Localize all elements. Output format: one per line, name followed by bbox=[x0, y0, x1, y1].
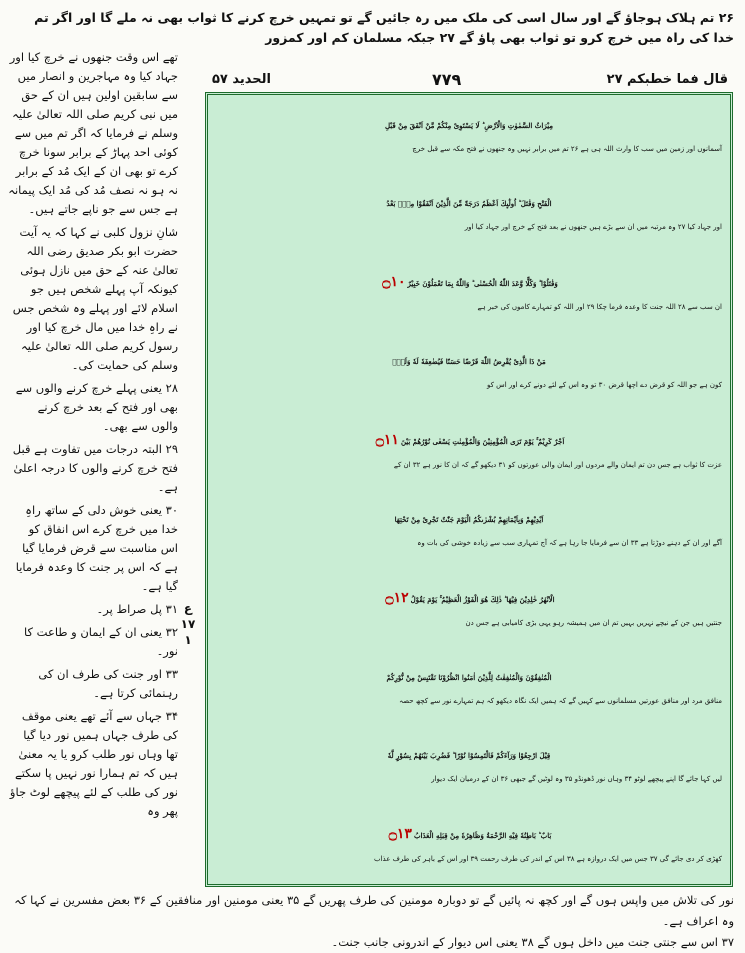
verse-block bbox=[208, 648, 730, 726]
ayah-number: ۱۱ bbox=[383, 431, 399, 448]
commentary-note: ۳۳ اور جنت کی طرف ان کی رہنمائی کرتا ہے۔ bbox=[38, 667, 178, 700]
page-header bbox=[202, 72, 732, 92]
arabic-verse-line bbox=[208, 425, 730, 457]
ruku-marks bbox=[178, 600, 198, 648]
arabic-verse-line bbox=[208, 583, 730, 615]
top-footnote: ۲۶ تم ہلاک ہوجاؤ گے اور سال اسی کی ملک میں رہ جائیں گے تو تمہیں خرچ کرنے کا ثواب بھی نہ ملے گا اور اگر تم خدا کی راہ میں خرچ کرو تو ثواب بھی پاؤ گے ۲۷ جبکہ مسلمان کم اور کمزور bbox=[34, 10, 734, 45]
commentary-note: ۳۴ جہاں سے آئے تھے یعنی موقف کی طرف جہاں ہمیں نور دیا گیا تھا وہاں نور طلب کرو یا یہ معنیٰ ہیں کہ تم ہمارا نور نہیں پا سکتے نور کی طلب کے لئے پیچھے لوٹ جاؤ پھر وہ bbox=[9, 709, 178, 818]
urdu-translation-line: لیں کہا جائے گا اپنے پیچھے لوٹو ۳۴ وہاں نور ڈھونڈو ۳۵ وہ لوٹیں گے جبھی ۳۶ ان کے درمیان ایک دیوار bbox=[431, 775, 722, 784]
urdu-translation-line: اور جہاد کیا ۲۷ وہ مرتبہ میں ان سے بڑے ہیں جنھوں نے بعد فتح کے خرچ اور جہاد کیا اور bbox=[464, 222, 722, 231]
verse-block bbox=[208, 95, 730, 173]
arabic-verse-line: اَیْدِیْهِمْ وَبِاَیْمَانِهِمْ بُشْرٰىكُمُ الْیَوْمَ جَنّٰتٌ تَجْرِیْ مِنْ تَحْتِهَا bbox=[394, 515, 544, 525]
footnote-line: ۳۷ اس سے جنتی جنت میں داخل ہوں گے ۳۸ یعنی اس دیوار کے اندرونی جانب جنت۔ bbox=[331, 935, 734, 949]
urdu-translation-line: آسمانوں اور زمین میں سب کا وارث اللہ ہی ہے ۲۶ تم میں برابر نہیں وہ جنھوں نے فتح مکہ سے قبل خرچ bbox=[412, 144, 722, 153]
commentary-note: ۳۰ یعنی خوش دلی کے ساتھ راہِ خدا میں خرچ کرے اس انفاق کو اس مناسبت سے قرض فرمایا گیا ہے کہ اس پر جنت کا وعدہ فرمایا گیا ہے۔ bbox=[15, 503, 178, 593]
commentary-note: ۳۲ یعنی ان کے ایمان و طاعت کا نور۔ bbox=[24, 625, 178, 658]
urdu-translation-line: جنتیں ہیں جن کے نیچے نہریں بہیں تم ان میں ہمیشہ رہو یہی بڑی کامیابی ہے جس دن bbox=[465, 619, 722, 628]
urdu-translation-line: کھڑی کر دی جائے گی ۳۷ جس میں ایک دروازہ ہے ۳۸ اس کے اندر کی طرف رحمت ۳۹ اور اس کے باہر کی طرف عذاب bbox=[374, 855, 722, 864]
ruku-count: ۱ bbox=[184, 633, 192, 647]
ayah-number: ۱۰ bbox=[390, 273, 406, 290]
verse-block bbox=[208, 173, 730, 251]
ayah-end-marker: ۝۱۱ bbox=[375, 431, 399, 448]
ruku-number: ۱۷ bbox=[180, 617, 196, 631]
urdu-translation-line: کون ہے جو اللہ کو قرض دے اچھا قرض ۳۰ تو وہ اس کے لئے دونے کرے اور اس کو bbox=[487, 380, 722, 389]
arabic-verse-line: الْمُنٰفِقُوْنَ وَالْمُنٰفِقٰتُ لِلَّذِیْنَ اٰمَنُوا انْظُرُوْنَا نَقْتَبِسْ مِنْ نُّوْرِكُمْ bbox=[386, 673, 552, 683]
ayah-number: ۱۳ bbox=[396, 826, 412, 843]
commentary-note: تھے اس وقت جنھوں نے خرچ کیا اور جہاد کیا وہ مہاجرین و انصار میں سے سابقین اولین ہیں ان کے حق میں نبی کریم صلی اللہ تعالیٰ علیہ وسلم نے فرمایا کہ اگر تم میں سے کوئی احد پہاڑ کے برابر سونا خرچ کرے تو بھی ان کے ایک مُد کے برابر نہ ہو نہ نصف مُد کی مُد ایک پیمانہ ہے جس سے جو ناپے جاتے ہیں۔ bbox=[8, 50, 178, 216]
footnote-line: نور کی تلاش میں واپس ہوں گے اور کچھ نہ پائیں گے تو دوبارہ مومنین کی طرف پھریں گے ۳۵ یعنی مومنین اور منافقین کے ۳۶ بعض مفسرین نے کہا کہ وہ اعراف ہے۔ bbox=[14, 893, 734, 928]
verse-block bbox=[208, 251, 730, 331]
verse-block bbox=[208, 726, 730, 804]
ayah-end-marker: ۝۱۰ bbox=[382, 273, 406, 290]
verse-block bbox=[208, 331, 730, 409]
verse-block bbox=[208, 804, 730, 884]
verse-text: بَابٌ ؕ بَاطِنُهٗ فِیْهِ الرَّحْمَةُ وَظَاهِرُهٗ مِنْ قِبَلِهِ الْعَذَابُ bbox=[413, 831, 552, 841]
arabic-verse-line bbox=[208, 819, 730, 851]
left-commentary bbox=[8, 48, 178, 893]
para-name: قال فما خطبکم ۲۷ bbox=[606, 72, 728, 87]
commentary-note: ۲۸ یعنی پہلے خرچ کرنے والوں سے بھی اور فتح کے بعد خرچ کرنے والوں سے بھی۔ bbox=[15, 381, 178, 433]
arabic-verse-line: مِیْرَاثُ السَّمٰوٰتِ وَالْاَرْضِ ؕ لَا یَسْتَوِیْ مِنْكُمْ مَّنْ اَنْفَقَ مِنْ قَبْلِ bbox=[384, 120, 554, 130]
urdu-translation-line: منافق مرد اور منافق عورتیں مسلمانوں سے کہیں گے کہ ہمیں ایک نگاہ دیکھو کہ ہم تمہارے نور سے کچھ حصہ bbox=[399, 697, 722, 706]
ayah-end-marker: ۝۱۳ bbox=[388, 826, 412, 843]
urdu-translation-line: ان سب سے ۲۸ اللہ جنت کا وعدہ فرما چکا ۲۹ اور اللہ کو تمہارے کاموں کی خبر ہے bbox=[477, 302, 722, 311]
ayah-number: ۱۲ bbox=[393, 590, 409, 607]
verse-block bbox=[208, 489, 730, 567]
arabic-verse-line bbox=[208, 267, 730, 299]
arabic-verse-line: قِیْلَ ارْجِعُوْا وَرَآءَكُمْ فَالْتَمِسُوْا نُوْرًا ؕ فَضُرِبَ بَیْنَهُمْ بِسُوْرٍ لَّهٗ bbox=[387, 751, 551, 761]
commentary-note: ۲۹ البتہ درجات میں تفاوت ہے قبل فتح خرچ کرنے والوں کا درجہ اعلیٰ ہے۔ bbox=[12, 442, 178, 494]
urdu-translation-line: آگے اور ان کے دہنے دوڑتا ہے ۳۳ ان سے فرمایا جا رہا ہے کہ آج تمہاری سب سے زیادہ خوشی کی بات وہ bbox=[417, 539, 722, 548]
verse-text: وَقٰتَلُوْا ؕ وَكُلًّا وَّعَدَ اللّٰهُ الْحُسْنٰى ؕ وَاللّٰهُ بِمَا تَعْمَلُوْنَ خَبِیْرٌ bbox=[407, 278, 558, 288]
page-number: ۷۷۹ bbox=[432, 70, 462, 89]
arabic-verse-line: مَنْ ذَا الَّذِیْ یُقْرِضُ اللّٰهَ قَرْضًا حَسَنًا فَیُضٰعِفَهٗ لَهٗ وَلَهٗۤ bbox=[392, 356, 546, 366]
bottom-footnotes bbox=[12, 890, 734, 953]
urdu-translation-line: عزت کا ثواب ہے جس دن تم ایمان والے مردوں اور ایمان والی عورتوں کو ۳۱ دیکھو گے کہ ان کا نور ہے ۳۲ ان کے bbox=[393, 460, 722, 469]
verse-text: اَجْرٌ كَرِیْمٌ ۚ یَوْمَ تَرَى الْمُؤْمِنِیْنَ وَالْمُؤْمِنٰتِ یَسْعٰى نُوْرُهُمْ بَیْنَ bbox=[400, 436, 565, 446]
commentary-note: شانِ نزول کلبی نے کہا کہ یہ آیت حضرت ابو بکر صدیق رضی اللہ تعالیٰ عنہ کے حق میں نازل ہوئی کیونکہ آپ پہلے شخص ہیں جو اسلام لائے اور پہلے وہ شخص جس نے راہِ خدا میں مال خرچ کیا اور رسول کریم صلی اللہ تعالیٰ علیہ وسلم کی حمایت کی۔ bbox=[12, 225, 178, 372]
surah-name: الحدید ۵۷ bbox=[212, 72, 272, 87]
arabic-verse-line: الْفَتْحِ وَقٰتَلَ ؕ اُولٰٓىِٕكَ اَعْظَمُ دَرَجَةً مِّنَ الَّذِیْنَ اَنْفَقُوْا مِنْۢ بَعْدُ bbox=[386, 198, 552, 208]
commentary-note: ۳۱ پل صراط پر۔ bbox=[96, 602, 178, 616]
verse-block bbox=[208, 409, 730, 489]
verse-text: الْاَنْهٰرُ خٰلِدِیْنَ فِیْهَا ؕ ذٰلِكَ هُوَ الْفَوْزُ الْعَظِیْمُ ۚ یَوْمَ یَقُوْلُ bbox=[410, 595, 555, 605]
ruku-sign: ع bbox=[183, 601, 193, 615]
ayah-end-marker: ۝۱۲ bbox=[385, 590, 409, 607]
verse-block bbox=[208, 568, 730, 648]
quran-text-panel bbox=[205, 92, 733, 887]
